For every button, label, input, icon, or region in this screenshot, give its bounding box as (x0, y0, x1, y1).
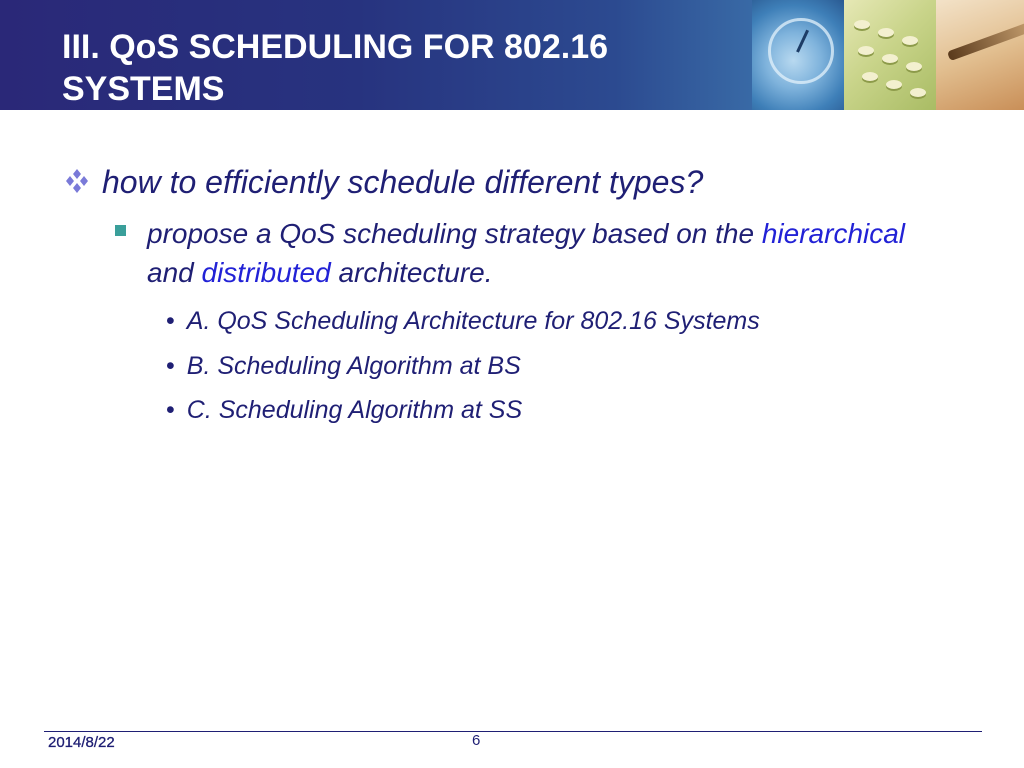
bullet-level3-text: B. Scheduling Algorithm at BS (186, 352, 521, 380)
highlight-hierarchical: hierarchical (761, 218, 906, 249)
diamond-cluster-icon (64, 168, 90, 194)
footer-date: 2014/8/22 (48, 734, 115, 751)
square-bullet-icon (115, 225, 126, 236)
bullet-level3-text: A. QoS Scheduling Architecture for 802.16 Systems (186, 307, 760, 335)
dot-bullet-icon: • (166, 307, 175, 335)
bullet-level2-text: and (147, 257, 202, 288)
bullet-level2 (147, 214, 927, 292)
page-number: 6 (472, 732, 481, 749)
bullet-level2-text: architecture. (330, 257, 493, 288)
slide-title: III. QoS SCHEDULING FOR 802.16 SYSTEMS (62, 28, 609, 108)
bullet-level3-text: C. Scheduling Algorithm at SS (186, 396, 523, 424)
bullet-level3-item (166, 351, 521, 381)
bullet-level2-text: propose a QoS scheduling strategy based on the (147, 218, 762, 249)
bullet-level3-item (166, 395, 522, 425)
highlight-distributed: distributed (201, 257, 331, 288)
dot-bullet-icon: • (166, 352, 175, 380)
dot-bullet-icon: • (166, 396, 175, 424)
bullet-level1: how to efficiently schedule different types? (102, 164, 704, 200)
footer-divider (44, 731, 982, 732)
bullet-level3-item (166, 306, 760, 336)
